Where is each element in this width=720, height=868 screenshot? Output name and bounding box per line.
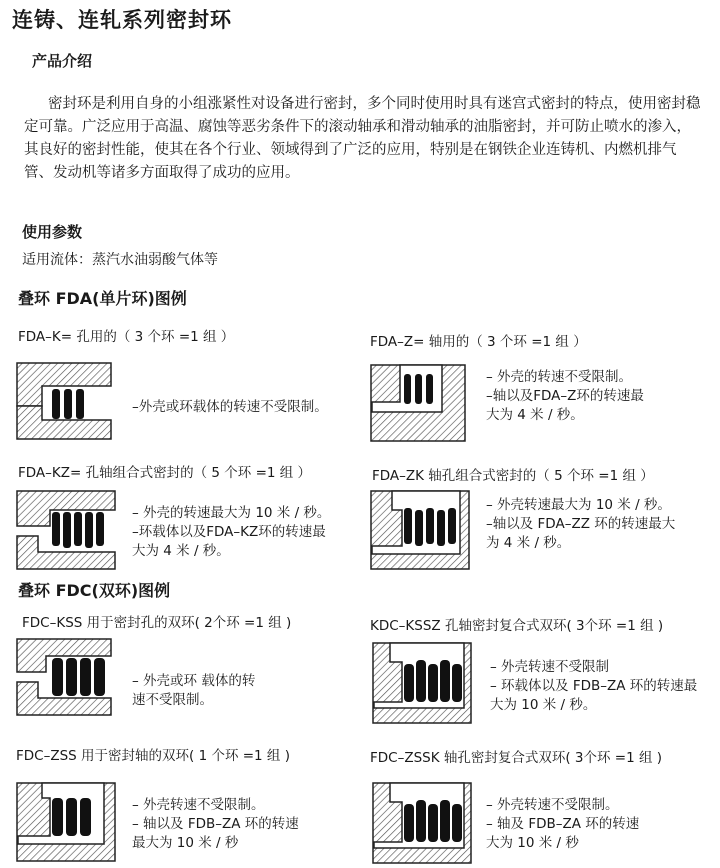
- fdc-zssk-line: – 外壳转速不受限制。: [486, 797, 619, 813]
- fda-z-line: 大为 4 米 / 秒。: [486, 407, 584, 423]
- fdc-zss-line: – 外壳转速不受限制。: [132, 797, 265, 813]
- fdc-zss-caption: FDC–ZSS 用于密封轴的双环( 1 个环 =1 组 ): [16, 748, 290, 764]
- fda-z-line: – 外壳的转速不受限制。: [486, 369, 633, 385]
- params-fluid: 适用流体：蒸汽水油弱酸气体等: [22, 252, 218, 268]
- params-heading: 使用参数: [22, 223, 83, 241]
- fda-k-diagram: [16, 362, 112, 440]
- fda-z-line: –轴以及FDA–Z环的转速最: [486, 388, 644, 404]
- fda-kz-line: –环载体以及FDA–KZ环的转速最: [132, 524, 326, 540]
- fda-zk-line: – 外壳转速最大为 10 米 / 秒。: [486, 497, 671, 513]
- fdc-kss-line: – 外壳或环 载体的转: [132, 673, 256, 689]
- fda-zk-diagram: [370, 490, 470, 570]
- fdc-zssk-diagram: [372, 782, 472, 864]
- fda-zk-line: 为 4 米 / 秒。: [486, 535, 571, 551]
- fda-k-description: [132, 398, 328, 417]
- fdc-kss-line: 速不受限制。: [132, 692, 213, 708]
- fda-kz-caption: FDA–KZ= 孔轴组合式密封的（ 5 个环 =1 组 ）: [18, 465, 312, 481]
- fda-z-caption: FDA–Z= 轴用的（ 3 个环 =1 组 ）: [370, 334, 587, 350]
- fda-z-description: [486, 368, 644, 425]
- kdc-kssz-caption: KDC–KSSZ 孔轴密封复合式双环( 3个环 =1 组 ): [370, 618, 664, 634]
- fdc-kss-description: [132, 672, 255, 710]
- fda-heading: 叠环 FDA(单片环)图例: [18, 289, 187, 308]
- fdc-zss-description: [132, 796, 299, 853]
- fda-z-diagram: [370, 364, 466, 442]
- fdc-zssk-line: – 轴及 FDB–ZA 环的转速: [486, 816, 640, 832]
- fdc-heading: 叠环 FDC(双环)图例: [18, 581, 171, 600]
- intro-heading: 产品介绍: [32, 52, 93, 70]
- fdc-kss-diagram: [16, 638, 112, 716]
- fdc-zssk-description: [486, 796, 639, 853]
- intro-paragraph: 密封环是利用自身的小组涨紧性对设备进行密封，多个同时使用时具有迷宫式密封的特点，使用密封稳定可靠。广泛应用于高温、腐蚀等恶劣条件下的滚动轴承和滑动轴承的油脂密封，并可防止喷水的渗入，其良好的密封性能，使其在各个行业、领域得到了广泛的应用，特别是在钢铁企业连铸机、内燃机排气管、发动机等诸多方面取得了成功的应用。: [24, 96, 701, 181]
- kdc-kssz-line: 大为 10 米 / 秒。: [490, 697, 597, 713]
- fda-zk-line: –轴以及 FDA–ZZ 环的转速最大: [486, 516, 676, 532]
- fda-kz-line: 大为 4 米 / 秒。: [132, 543, 230, 559]
- fda-k-caption: FDA–K= 孔用的（ 3 个环 =1 组 ）: [18, 329, 235, 345]
- fda-kz-diagram: [16, 490, 116, 570]
- fda-kz-line: – 外壳的转速最大为 10 米 / 秒。: [132, 505, 331, 521]
- fda-zk-description: [486, 496, 675, 553]
- fdc-zssk-line: 大为 10 米 / 秒: [486, 835, 579, 851]
- fda-zk-caption: FDA–ZK 轴孔组合式密封的（ 5 个环 =1 组 ）: [372, 468, 654, 484]
- fdc-kss-caption: FDC–KSS 用于密封孔的双环( 2个环 =1 组 ): [22, 615, 292, 631]
- fdc-zss-line: – 轴以及 FDB–ZA 环的转速: [132, 816, 299, 832]
- kdc-kssz-line: – 环载体以及 FDB–ZA 环的转速最: [490, 678, 698, 694]
- fdc-zss-diagram: [16, 782, 116, 862]
- page-title: 连铸、连轧系列密封环: [12, 8, 232, 32]
- fda-k-line: –外壳或环载体的转速不受限制。: [132, 399, 328, 415]
- kdc-kssz-line: – 外壳转速不受限制: [490, 659, 610, 675]
- kdc-kssz-diagram: [372, 642, 472, 724]
- fdc-zss-line: 最大为 10 米 / 秒: [132, 835, 239, 851]
- fda-kz-description: [132, 504, 330, 561]
- fdc-zssk-caption: FDC–ZSSK 轴孔密封复合式双环( 3个环 =1 组 ): [370, 750, 663, 766]
- kdc-kssz-description: [490, 658, 697, 715]
